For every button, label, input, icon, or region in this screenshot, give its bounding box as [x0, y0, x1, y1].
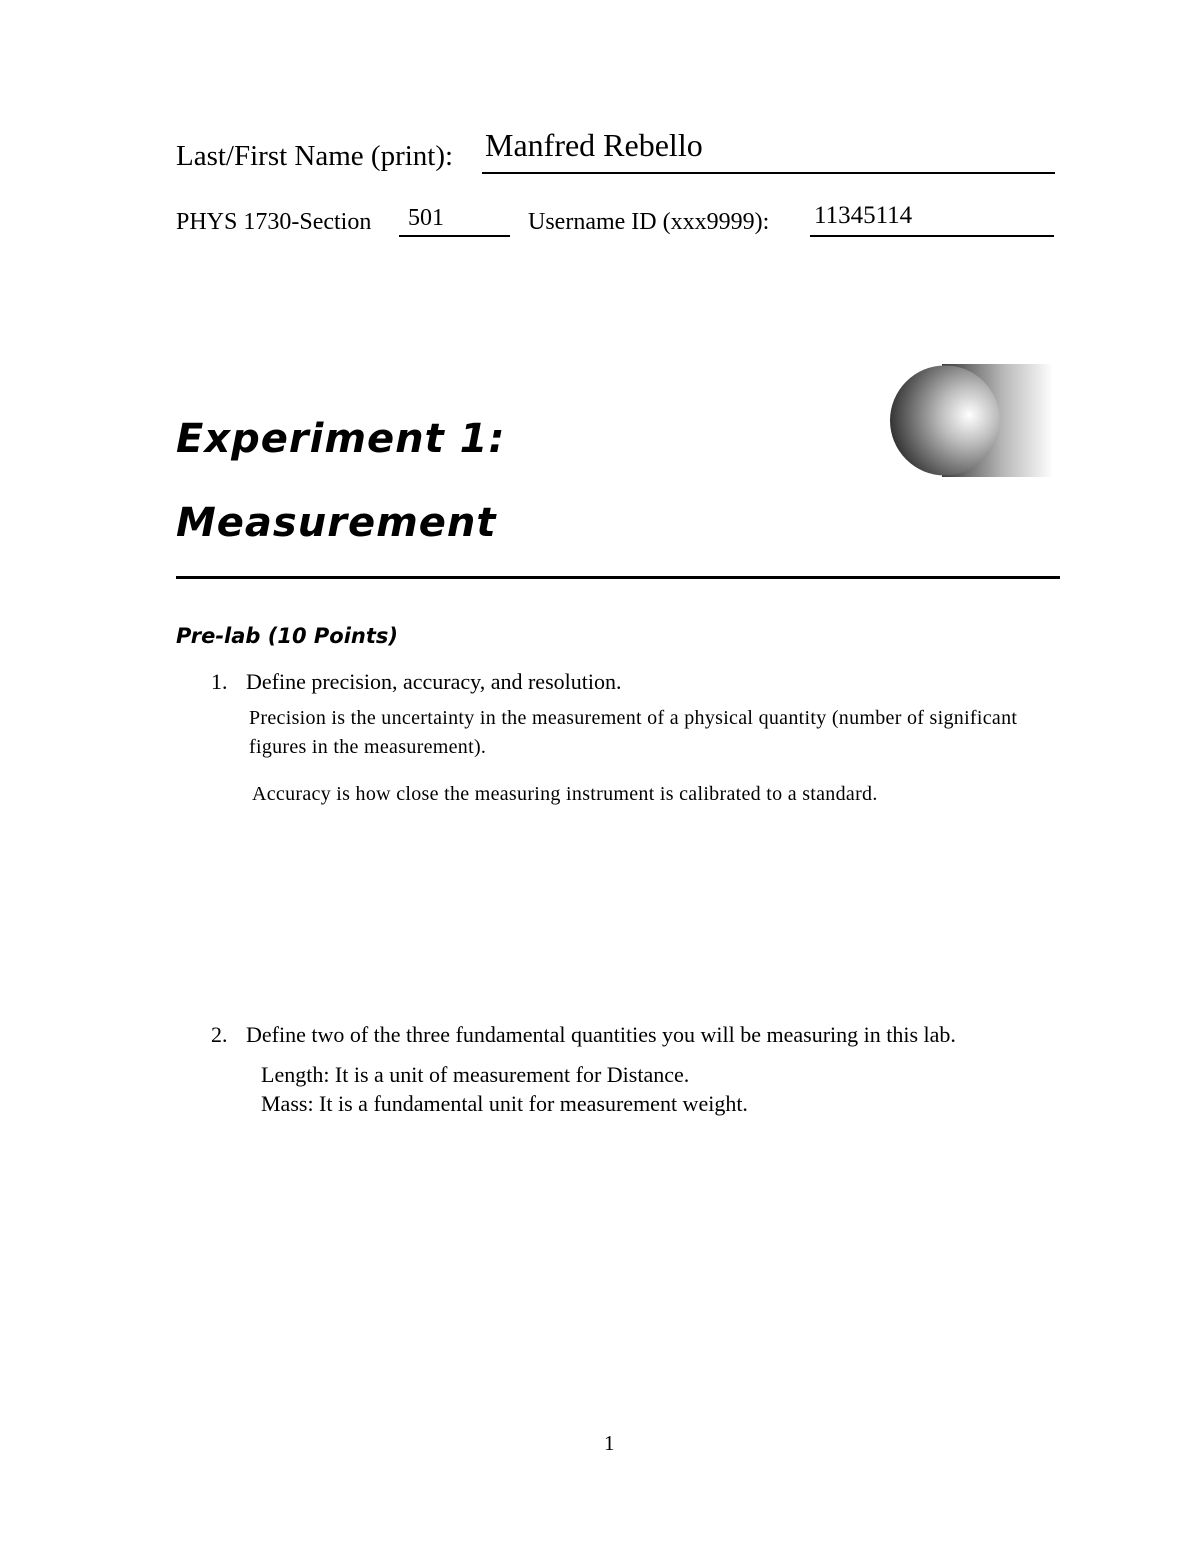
question-text: Define two of the three fundamental quantities you will be measuring in this lab. [246, 1022, 956, 1047]
answer-line[interactable]: Mass: It is a fundamental unit for measurement weight. [261, 1091, 748, 1116]
name-underline [482, 172, 1055, 174]
question-number: 1. [211, 669, 228, 694]
page-number: 1 [604, 1431, 615, 1455]
username-field[interactable]: 11345114 [814, 202, 913, 229]
title-divider [176, 576, 1060, 579]
prelab-heading: Pre-lab (10 Points) [176, 624, 399, 648]
name-field[interactable]: Manfred Rebello [485, 127, 703, 163]
answer-line[interactable]: Accuracy is how close the measuring instrument is calibrated to a standard. [252, 783, 878, 805]
question-text: Define precision, accuracy, and resolution. [246, 669, 622, 694]
answer-line[interactable]: Precision is the uncertainty in the measurement of a physical quantity (number of significant [249, 707, 1018, 729]
experiment-title-line2: Measurement [176, 500, 497, 546]
username-label: Username ID (xxx9999): [528, 209, 770, 235]
section-underline [399, 235, 510, 237]
name-label: Last/First Name (print): [176, 140, 454, 172]
answer-line[interactable]: figures in the measurement). [249, 736, 487, 758]
section-field[interactable]: 501 [408, 205, 444, 231]
gradient-circle-square-logo-icon [890, 364, 1053, 477]
experiment-title-line1: Experiment 1: [176, 416, 506, 462]
section-label: PHYS 1730-Section [176, 209, 372, 235]
question-number: 2. [211, 1022, 228, 1047]
answer-line[interactable]: Length: It is a unit of measurement for Distance. [261, 1062, 690, 1087]
username-underline [810, 235, 1054, 237]
